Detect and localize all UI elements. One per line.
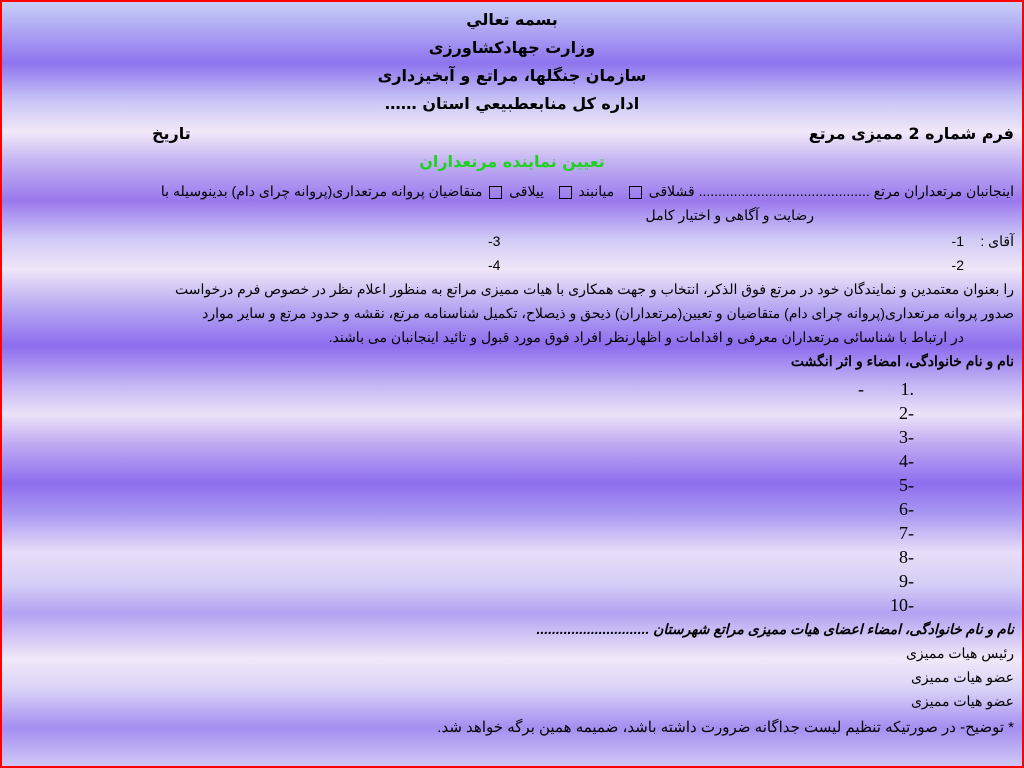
- signer-1-dash: -: [858, 379, 864, 399]
- header-organization: سازمان جنگلها، مراتع و آبخیزداری: [377, 66, 647, 85]
- committee-chair: رئیس هیات ممیزی: [905, 645, 1014, 661]
- body-line-3: در ارتباط با شناسائی مرتعداران معرفی و اقدامات و اظهارنظر افراد فوق مورد قبول و تائید اینجانبان می باشند.: [328, 329, 964, 345]
- signer-number: 8-: [899, 547, 914, 567]
- signer-number: 2-: [899, 403, 914, 423]
- signer-number: 3-: [899, 427, 914, 447]
- option-yeylaghi: ییلاقی: [509, 183, 544, 199]
- checkbox-mianband[interactable]: [559, 186, 572, 199]
- nominee-1: 1-: [951, 233, 964, 249]
- intro-line-2: رضایت و آگاهی و اختیار کامل: [645, 207, 814, 223]
- header-basmala: بسمه تعالي: [466, 10, 558, 29]
- intro-line-1: [161, 184, 1014, 199]
- date-label: تاریخ: [152, 124, 191, 143]
- form-subtitle: تعیین نماینده مرتعداران: [419, 152, 605, 171]
- intro-text-start: اینجانبان مرتعداران مرتع ............................................ قشلاقی: [648, 183, 1014, 199]
- committee-heading: نام و نام خانوادگی، امضاء اعضای هیات ممیزی مراتع شهرستان .............................: [536, 621, 1014, 637]
- signer-number: 7-: [899, 523, 914, 543]
- header-department: اداره کل منابعطبيعي استان ……: [384, 94, 640, 113]
- nominee-3: 3-: [488, 233, 501, 249]
- signer-number: 10-: [890, 595, 914, 615]
- form-title: فرم شماره 2 ممیزی مرتع: [808, 124, 1014, 143]
- header-ministry: وزارت جهادكشاورزی: [428, 38, 596, 57]
- checkbox-gheshlaghi[interactable]: [629, 186, 642, 199]
- signers-heading: نام و نام خانوادگی، امضاء و اثر انگشت: [790, 353, 1014, 369]
- intro-text-end: متقاضیان پروانه مرتعداری(پروانه چرای دام) بدینوسیله با: [160, 183, 483, 199]
- signer-1-number: 1.: [900, 379, 914, 399]
- option-mianband: میانبند: [578, 183, 615, 199]
- committee-member-1: عضو هیات ممیزی: [910, 669, 1014, 685]
- footnote: * توضیح- در صورتیکه تنظیم لیست جداگانه ضرورت داشته باشد، ضمیمه همین برگه خواهد شد.: [437, 719, 1014, 736]
- signer-number: 5-: [899, 475, 914, 495]
- nominee-2: 2-: [951, 257, 964, 273]
- signer-number: 4-: [899, 451, 914, 471]
- body-line-1: را بعنوان معتمدین و نمایندگان خود در مرتع فوق الذکر، انتخاب و جهت همکاری با هیات ممیزی مراتع به منظور اعلام نظر در خصوص فرم درخواست: [175, 281, 1014, 297]
- signer-number: 6-: [899, 499, 914, 519]
- body-line-2: صدور پروانه مرتعداری(پروانه چرای دام) متقاضیان و تعیین(مرتعداران) ذیحق و ذیصلاح، تکمیل شناسنامه مرتع، نقشه و حدود مرتع و سایر موارد: [202, 305, 1014, 321]
- checkbox-yeylaghi[interactable]: [489, 186, 502, 199]
- nominee-4: 4-: [488, 257, 501, 273]
- committee-member-2: عضو هیات ممیزی: [910, 693, 1014, 709]
- agha-label: آقای :: [980, 233, 1014, 249]
- signer-number: 9-: [899, 571, 914, 591]
